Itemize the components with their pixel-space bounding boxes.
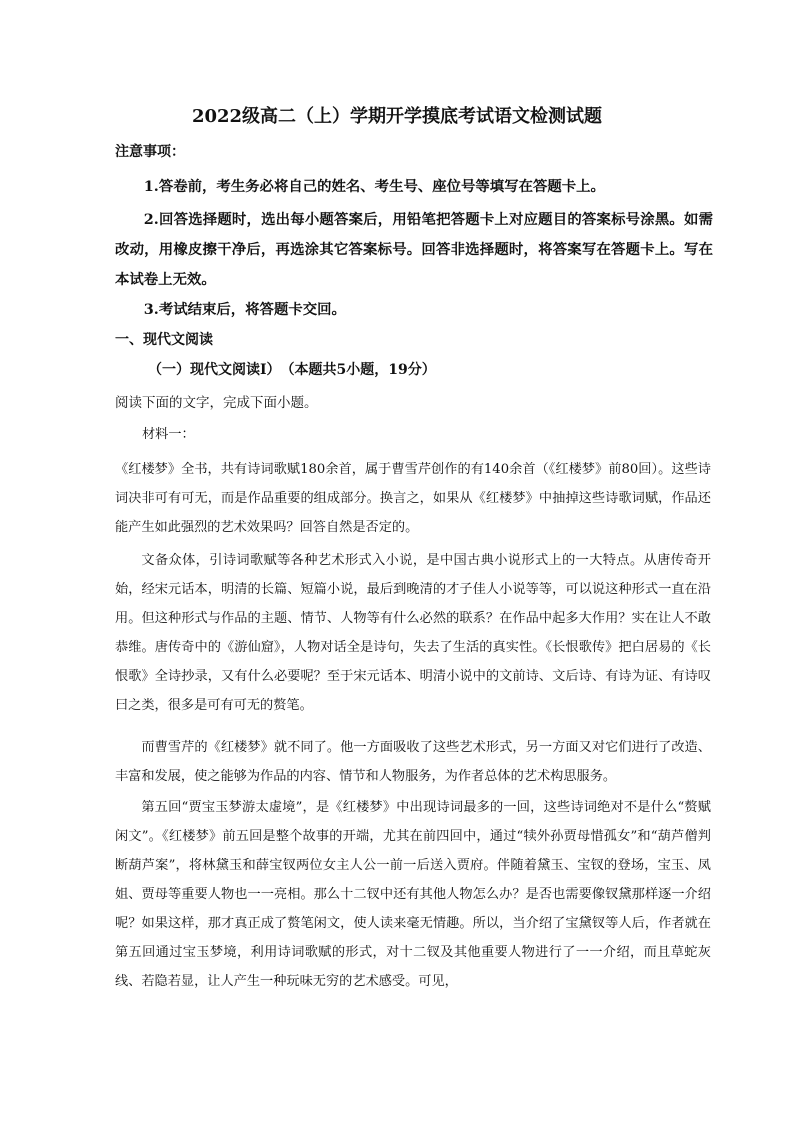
material-paragraph-4: 第五回“贾宝玉梦游太虚境”，是《红楼梦》中出现诗词最多的一回，这些诗词绝对不是什么“赘赋闲文”。《红楼梦》前五回是整个故事的开端，尤其在前四回中，通过“犊外孙贾母惜孤女”和“葫芦僧判断葫芦案”，将林黛玉和薛宝钗两位女主人公一前一后送入贾府。伴随着黛玉、宝钗的登场，宝玉、凤姐、贾母等重要人物也一一亮相。那么十二钗中还有其他人物怎么办？是否也需要像钗黛那样逐一介绍呢？如果这样，那才真正成了赘笔闲文，使人读来毫无情趣。所以，当介绍了宝黛钗等人后，作者就在第五回通过宝玉梦境，利用诗词歌赋的形式，对十二钗及其他重要人物进行了一一介绍，而且草蛇灰线、若隐若显，让人产生一种玩味无穷的艺术感受。可见， xyxy=(115,800,711,989)
material-paragraph-1: 《红楼梦》全书，共有诗词歌赋180余首，属于曹雪芹创作的有140余首（《红楼梦》前80回）。这些诗词决非可有可无，而是作品重要的组成部分。换言之，如果从《红楼梦》中抽掉这些诗歌词赋，作品还能产生如此强烈的艺术效果吗？回答自然是否定的。 xyxy=(115,462,711,535)
section-heading: 一、现代文阅读 xyxy=(115,332,213,348)
material-label: 材料一： xyxy=(142,427,195,442)
notes-item-1: 1.答卷前，考生务必将自己的姓名、考生号、座位号等填写在答题卡上。 xyxy=(143,178,605,195)
exam-title: 2022级高二（上）学期开学摸底考试语文检测试题 xyxy=(191,106,603,127)
material-paragraph-3: 而曹雪芹的《红楼梦》就不同了。他一方面吸收了这些艺术形式，另一方面又对它们进行了改造、丰富和发展，使之能够为作品的内容、情节和人物服务，为作者总体的艺术构思服务。 xyxy=(115,740,711,784)
notes-heading: 注意事项： xyxy=(115,144,185,160)
material-paragraph-2: 文备众体，引诗词歌赋等各种艺术形式入小说，是中国古典小说形式上的一大特点。从唐传奇开始，经宋元话本，明清的长篇、短篇小说，最后到晚清的才子佳人小说等等，可以说这种形式一直在沿用。但这种形式与作品的主题、情节、人物等有什么必然的联系？在作品中起多大作用？实在让人不敢恭维。唐传奇中的《游仙窟》，人物对话全是诗句，失去了生活的真实性。《长恨歌传》把白居易的《长恨歌》全诗抄录，又有什么必要呢？至于宋元话本、明清小说中的文前诗、文后诗、有诗为证、有诗叹曰之类，很多是可有可无的赘笔。 xyxy=(115,553,711,713)
reading-instruction: 阅读下面的文字，完成下面小题。 xyxy=(115,395,318,411)
notes-item-2: 2.回答选择题时，选出每小题答案后，用铅笔把答题卡上对应题目的答案标号涂黑。如需改动，用橡皮擦干净后，再选涂其它答案标号。回答非选择题时，将答案写在答题卡上。写在本试卷上无效。 xyxy=(115,211,713,288)
section-subheading: （一）现代文阅读Ⅰ） （本题共5小题，19分） xyxy=(148,362,436,378)
notes-item-3: 3.考试结束后，将答题卡交回。 xyxy=(143,301,346,318)
